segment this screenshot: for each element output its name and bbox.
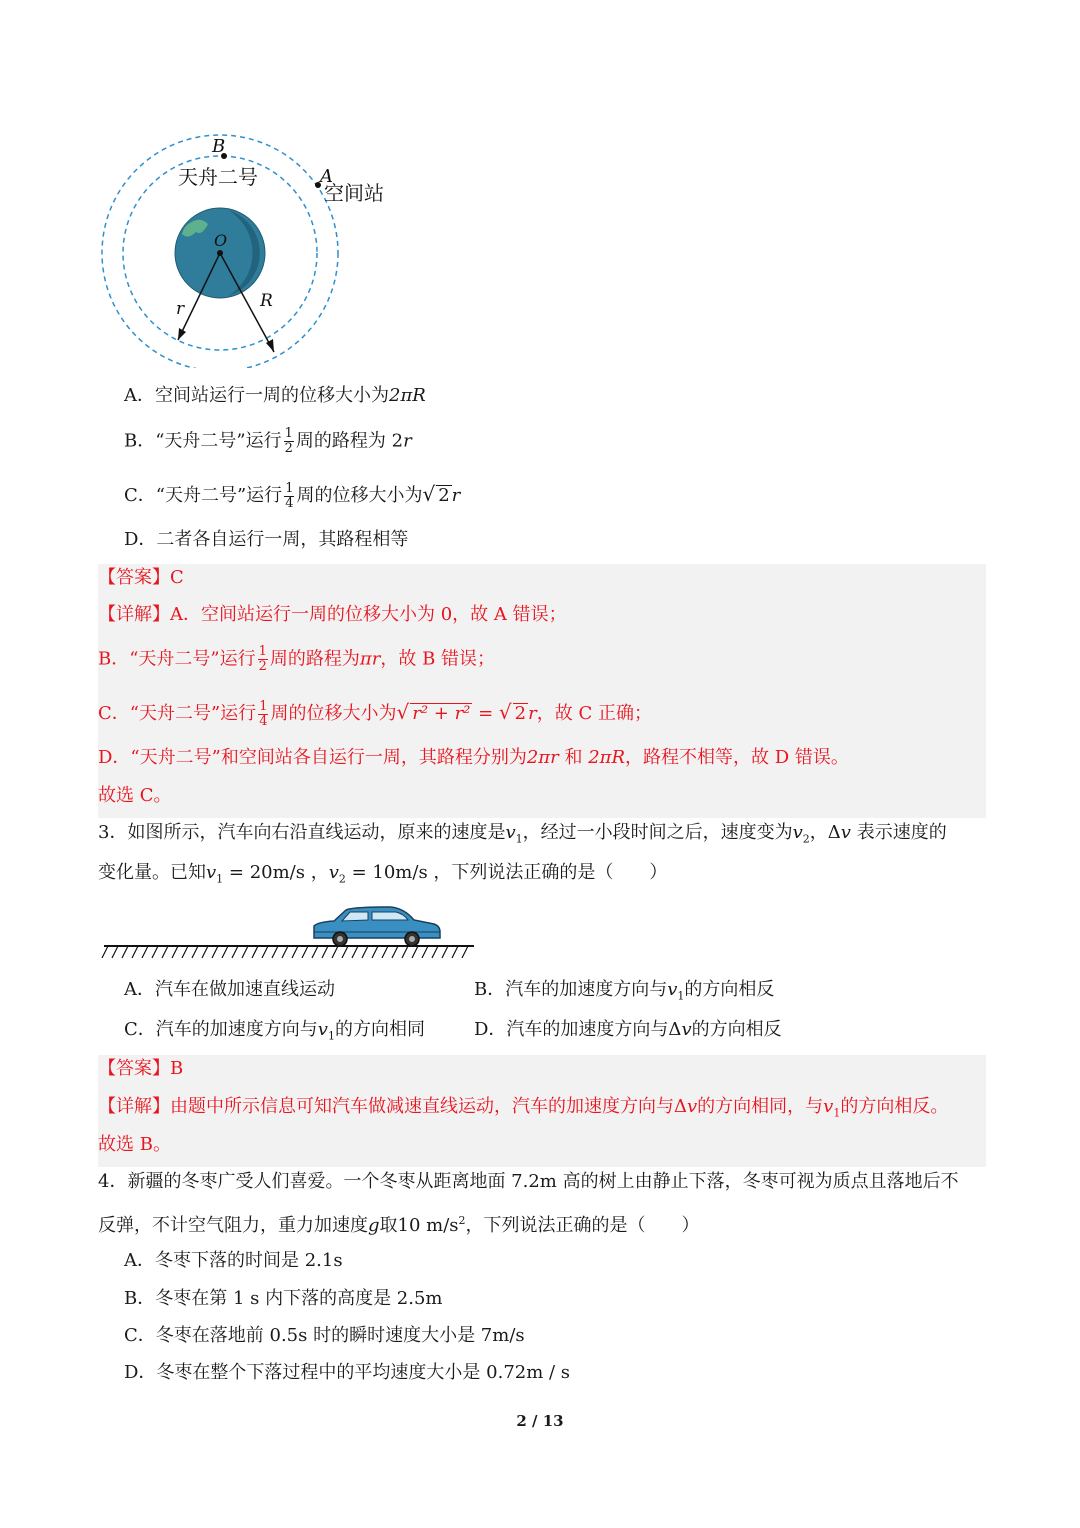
q4-option-c: C．冬枣在落地前 0.5s 时的瞬时速度大小是 7m/s — [124, 1325, 525, 1346]
q2-option-c: C．“天舟二号”运行 $\frac{1}{4}$ 周的位移大小为√ 2 r — [124, 480, 461, 511]
q3-option-c: C．汽车的加速度方向与$v_1$的方向相同 — [124, 1019, 425, 1043]
q3-choose: 故选 B。 — [98, 1134, 171, 1155]
label-station: 空间站 — [324, 181, 384, 205]
q3-answer: 【答案】B — [98, 1058, 184, 1079]
q3-stem-line1: 3．如图所示，汽车向右沿直线运动，原来的速度是$v_1$，经过一小段时间之后，速度变为$v_2$，Δv 表示速度的 — [98, 822, 947, 846]
q3-option-d: D．汽车的加速度方向与Δv的方向相反 — [474, 1019, 782, 1040]
label-R: R — [260, 291, 273, 311]
q4-option-b: B．冬枣在第 1 s 内下落的高度是 2.5m — [124, 1288, 443, 1309]
q4-option-a: A．冬枣下落的时间是 2.1s — [124, 1250, 343, 1271]
q3-option-b: B．汽车的加速度方向与$v_1$的方向相反 — [474, 979, 775, 1003]
car-figure — [100, 902, 480, 966]
q3-detail: 【详解】由题中所示信息可知汽车做减速直线运动，汽车的加速度方向与Δv的方向相同，与$v_1$的方向相反。 — [98, 1096, 949, 1120]
fraction: $\frac{1}{2}$ — [284, 426, 293, 456]
q2-option-b: B．“天舟二号”运行 $\frac{1}{2}$ 周的路程为 2r — [124, 426, 412, 456]
q2-detail-c: C．“天舟二号”运行 $\frac{1}{4}$ 周的位移大小为√ r² + r² = √ 2 r，故 C 正确； — [98, 698, 652, 729]
q4-stem-line1: 4．新疆的冬枣广受人们喜爱。一个冬枣从距离地面 7.2m 高的树上由静止下落，冬枣可视为质点且落地后不 — [98, 1171, 959, 1192]
fraction: $\frac{1}{4}$ — [285, 480, 294, 511]
label-B: B — [212, 136, 226, 157]
orbit-figure — [100, 128, 400, 368]
label-tianzhou: 天舟二号 — [178, 165, 258, 189]
page-number: 2 / 13 — [516, 1412, 564, 1430]
radius-r-arrowhead — [178, 328, 186, 340]
label-A: A — [320, 166, 333, 187]
q3-option-a: A．汽车在做加速直线运动 — [124, 979, 335, 1000]
q4-option-d: D．冬枣在整个下落过程中的平均速度大小是 0.72m / s — [124, 1362, 571, 1383]
label-O: O — [214, 231, 228, 250]
q2-detail-b: B．“天舟二号”运行 $\frac{1}{2}$ 周的路程为πr，故 B 错误； — [98, 644, 496, 674]
q4-stem-line2: 反弹，不计空气阻力，重力加速度g取10 $m/s^2$，下列说法正确的是（ ） — [98, 1214, 700, 1236]
q3-stem-line2: 变化量。已知$v_1 = 20m/s$ ，$v_2 = 10m/s$ ，下列说法正确的是（ ） — [98, 862, 668, 886]
label-r: r — [176, 299, 185, 319]
car-icon — [314, 907, 440, 946]
ground-hatch — [102, 946, 468, 958]
q2-answer: 【答案】C — [98, 567, 184, 588]
q2-detail-a: 【详解】A．空间站运行一周的位移大小为 0，故 A 错误； — [98, 604, 567, 625]
q2-option-d: D．二者各自运行一周，其路程相等 — [124, 529, 409, 550]
q2-detail-d: D．“天舟二号”和空间站各自运行一周，其路程分别为2πr 和 2πR，路程不相等，故 D 错误。 — [98, 747, 849, 768]
q2-choose: 故选 C。 — [98, 785, 172, 806]
q2-option-a: A．空间站运行一周的位移大小为2πR — [124, 385, 426, 406]
